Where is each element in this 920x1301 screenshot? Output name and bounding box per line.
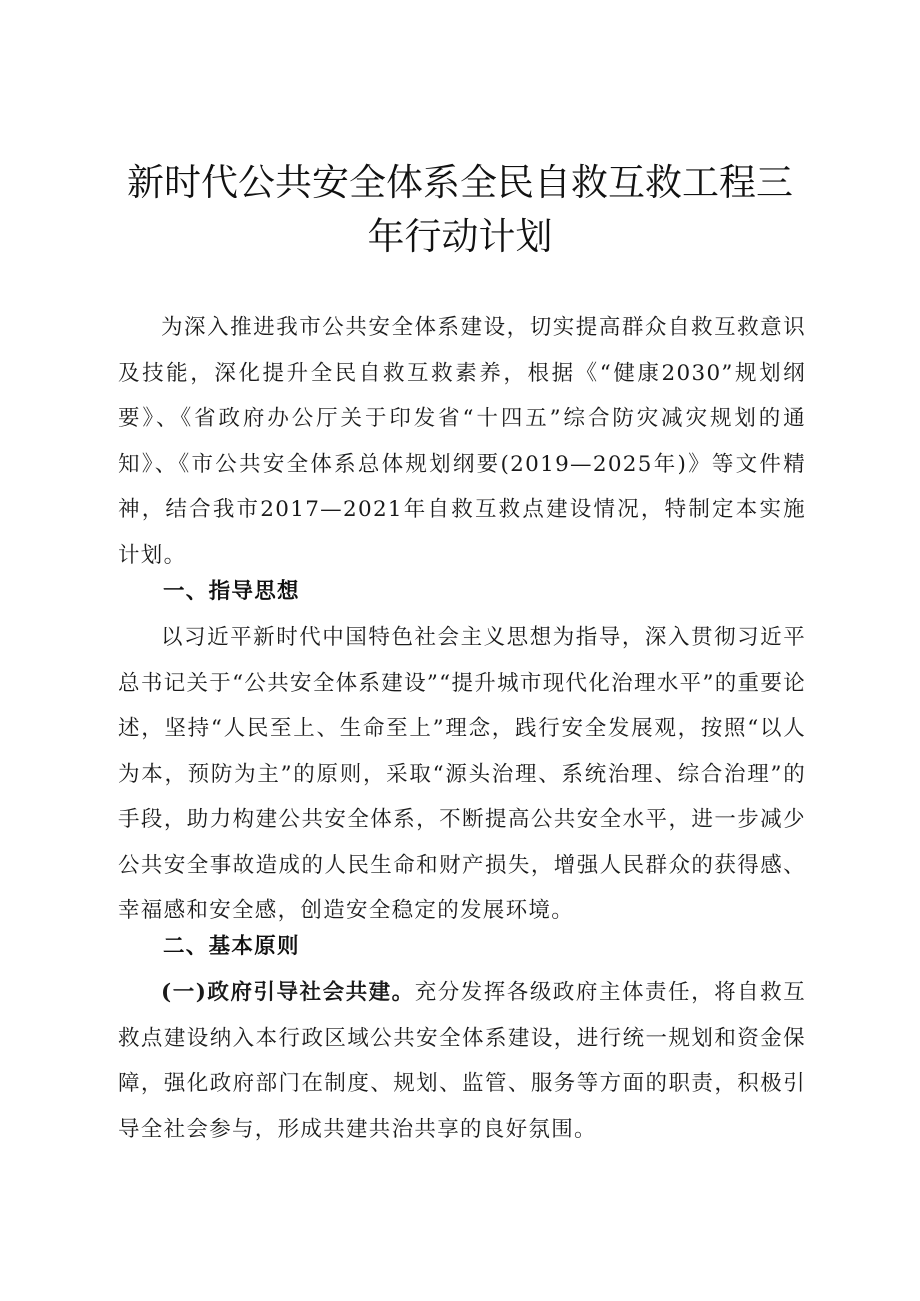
intro-paragraph: 为深入推进我市公共安全体系建设，切实提高群众自救互救意识及技能，深化提升全民自救互救素养，根据《“健康2030”规划纲要》、《省政府办公厅关于印发省“十四五”综合防灾减灾规划的通知》、《市公共安全体系总体规划纲要(2019—2025年)》等文件精神，结合我市2017—2021年自救互救点建设情况，特制定本实施计划。 [118,315,806,568]
guiding-ideology-paragraph: 以习近平新时代中国特色社会主义思想为指导，深入贯彻习近平总书记关于“公共安全体系建设”“提升城市现代化治理水平”的重要论述，坚持“人民至上、生命至上”理念，践行安全发展观，按照“以人为本，预防为主”的原则，采取“源头治理、系统治理、综合治理”的手段，助力构建公共安全体系，不断提高公共安全水平，进一步减少公共安全事故造成的人民生命和财产损失，增强人民群众的获得感、幸福感和安全感，创造安全稳定的发展环境。 [118,625,806,923]
principle-item-1-text: 充分发挥各级政府主体责任，将自救互救点建设纳入本行政区域公共安全体系建设，进行统一规划和资金保障，强化政府部门在制度、规划、监管、服务等方面的职责，积极引导全社会参与，形成共建共治共享的良好氛围。 [118,980,806,1142]
section-heading-basic-principles: 二、基本原则 [163,934,300,959]
document-title: 新时代公共安全体系全民自救互救工程三年行动计划 [127,161,793,258]
section-heading-guiding-ideology: 一、指导思想 [163,579,300,604]
principle-item-1-lead: (一)政府引导社会共建。 [161,980,415,1005]
principle-item-1-paragraph [118,970,806,1152]
